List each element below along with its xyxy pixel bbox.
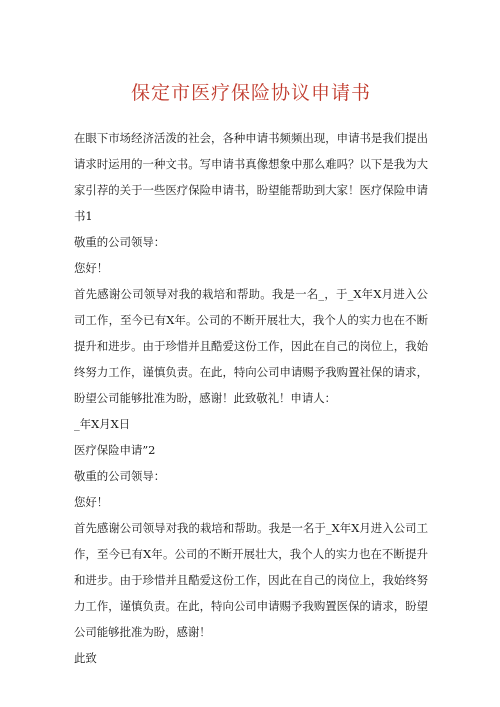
document-title: 保定市医疗保险协议申请书 [130,82,371,104]
body-paragraph: 首先感谢公司领导对我的栽培和帮助。我是一名_，于_X年X月进入公司工作，至今已有X年。公司的不断开展壮大，我个人的实力也在不断提升和进步。由于珍惜并且酷爱这份工作，因此在自己的岗位上，我始终努力工作，谨慎负责。在此，特向公司申请赐予我购置社保的请求，盼望公司能够批准为盼，感谢！此致敬礼！申请人： [74,287,428,405]
salutation: 敬重的公司领导： [74,235,166,249]
closing-line: 此致 [74,651,97,665]
intro-paragraph: 在眼下市场经济活泼的社会，各种申请书频频出现，申请书是我们提出请求时运用的一种文书。写申请书真像想象中那么难吗？以下是我为大家引荐的关于一些医疗保险申请书，盼望能帮助到大家！医疗保险申请书1 [74,131,428,223]
salutation: 敬重的公司领导： [74,469,166,483]
greeting: 您好！ [74,495,109,509]
section-heading: 医疗保险申请”2 [74,443,156,457]
date-line: _年X月X日 [74,417,131,431]
greeting: 您好！ [74,261,109,275]
body-paragraph: 首先感谢公司领导对我的栽培和帮助。我是一名于_X年X月进入公司工作，至今已有X年。公司的不断开展壮大，我个人的实力也在不断提升和进步。由于珍惜并且酷爱这份工作，因此在自己的岗位上，我始终努力工作，谨慎负责。在此，特向公司申请赐予我购置医保的请求，盼望公司能够批准为盼，感谢！ [74,521,428,639]
